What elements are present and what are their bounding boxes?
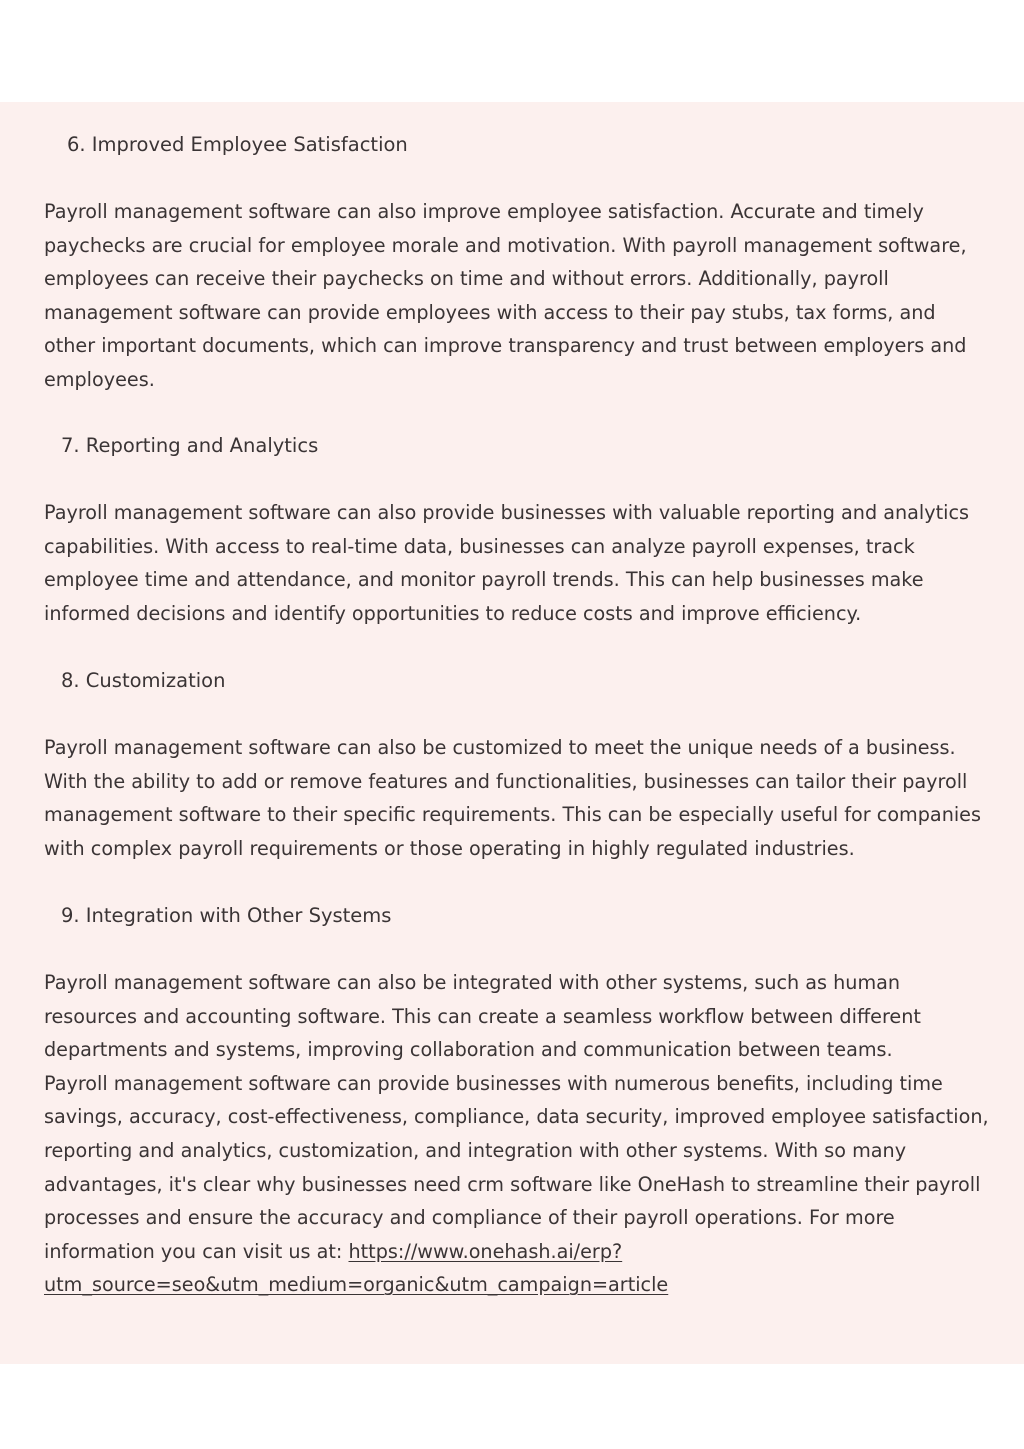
section-heading-customization: 8. Customization [61, 669, 226, 692]
paragraph-line: With the ability to add or remove features and functionalities, businesses can tailor their payroll [44, 769, 968, 793]
paragraph-line-with-link [44, 1235, 984, 1269]
paragraph-line: Payroll management software can also be customized to meet the unique needs of a business. [44, 736, 956, 759]
paragraph-line: departments and systems, improving collaboration and communication between teams. [44, 1038, 893, 1062]
onehash-erp-link-continued[interactable]: utm_source=seo&utm_medium=organic&utm_campaign=article [44, 1273, 669, 1297]
paragraph-line: savings, accuracy, cost-effectiveness, compliance, data security, improved employee satisfaction, [44, 1105, 989, 1129]
paragraph-line: other important documents, which can improve transparency and trust between employers and [44, 334, 967, 358]
paragraph-line: advantages, it's clear why businesses need crm software like OneHash to streamline their payroll [44, 1172, 981, 1196]
paragraph-line-link-continuation [44, 1268, 984, 1302]
paragraph-line: capabilities. With access to real-time data, businesses can analyze payroll expenses, track [44, 534, 915, 558]
paragraph-line: processes and ensure the accuracy and compliance of their payroll operations. For more [44, 1206, 895, 1230]
section-paragraph-reporting-analytics [44, 496, 984, 630]
paragraph-line: management software can provide employees with access to their pay stubs, tax forms, and [44, 300, 936, 324]
paragraph-line: reporting and analytics, customization, and integration with other systems. With so many [44, 1138, 907, 1162]
paragraph-line: with complex payroll requirements or those operating in highly regulated industries. [44, 836, 855, 860]
paragraph-line: informed decisions and identify opportunities to reduce costs and improve efficiency. [44, 601, 862, 625]
section-paragraph-employee-satisfaction [44, 195, 984, 397]
paragraph-line: Payroll management software can provide businesses with numerous benefits, including time [44, 1071, 943, 1095]
paragraph-line: Payroll management software can also provide businesses with valuable reporting and analytics [44, 501, 970, 524]
section-heading-reporting-analytics: 7. Reporting and Analytics [61, 434, 319, 457]
link-intro-text: information you can visit us at: [44, 1239, 349, 1263]
paragraph-line: employee time and attendance, and monitor payroll trends. This can help businesses make [44, 568, 924, 592]
section-heading-employee-satisfaction: 6. Improved Employee Satisfaction [67, 133, 408, 156]
paragraph-line: management software to their specific requirements. This can be especially useful for companies [44, 803, 981, 827]
onehash-erp-link[interactable]: https://www.onehash.ai/erp? [348, 1239, 623, 1263]
section-paragraph-customization [44, 731, 984, 865]
section-heading-integration: 9. Integration with Other Systems [61, 904, 392, 927]
section-paragraph-integration [44, 966, 989, 1302]
paragraph-line: Payroll management software can also be integrated with other systems, such as human [44, 971, 901, 994]
paragraph-line: Payroll management software can also improve employee satisfaction. Accurate and timely [44, 200, 924, 223]
paragraph-line: paychecks are crucial for employee morale and motivation. With payroll management software, [44, 233, 967, 257]
paragraph-line: employees. [44, 367, 155, 391]
paragraph-line: employees can receive their paychecks on time and without errors. Additionally, payroll [44, 267, 889, 291]
paragraph-line: resources and accounting software. This can create a seamless workflow between different [44, 1004, 921, 1028]
